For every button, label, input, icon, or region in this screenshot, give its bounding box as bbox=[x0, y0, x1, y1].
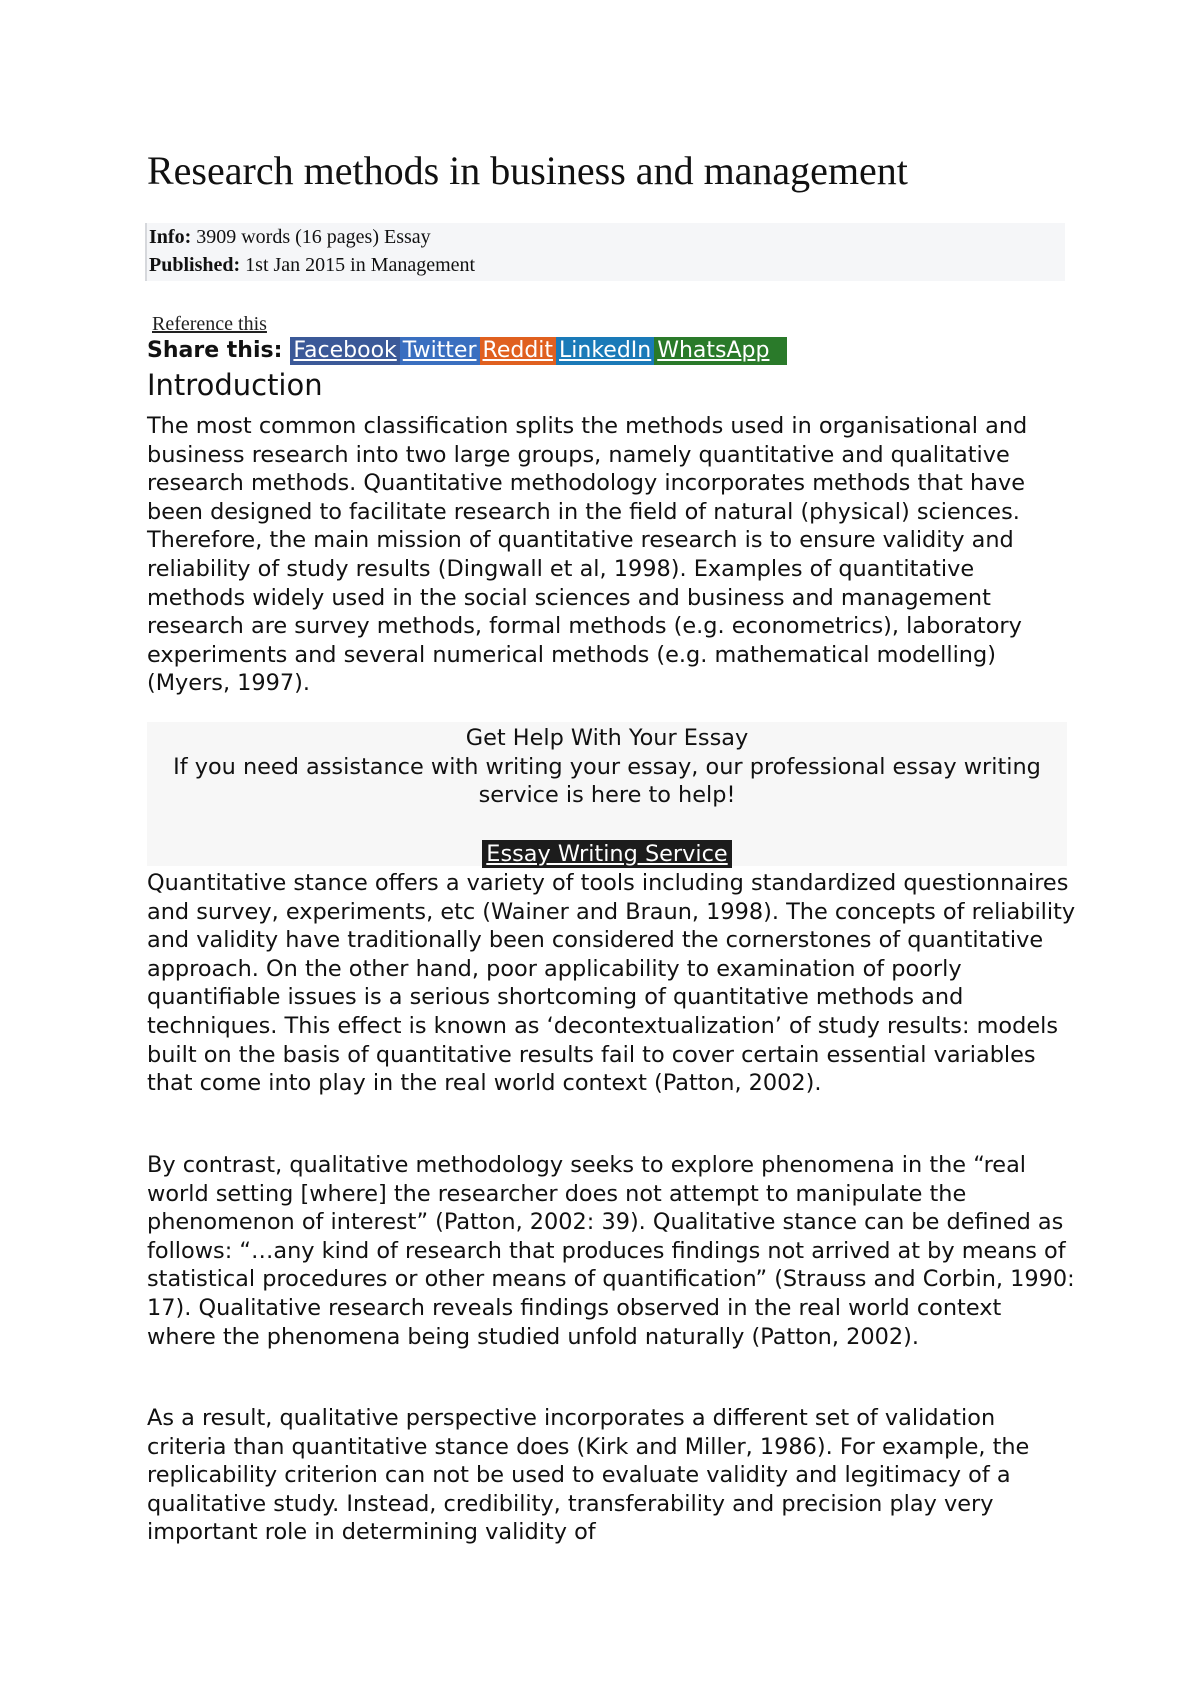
paragraph: Quantitative stance offers a variety of tools including standardized questionnaires and survey, experiments, etc (Wainer and Braun, 1998). The concepts of reliability and validity have traditionally been considered the cornerstones of quantitative approach. On the other hand, poor applicability to examination of poorly quantifiable issues is a serious shortcoming of quantitative methods and techniques. This effect is known as ‘decontextualization’ of study results: models built on the basis of quantitative results fail to cover certain essential variables that come into play in the real world context (Patton, 2002). bbox=[147, 870, 1076, 1097]
published-value: 1st Jan 2015 in Management bbox=[245, 254, 476, 276]
help-box-text: If you need assistance with writing your essay, our professional essay writing service is here to help! bbox=[173, 753, 1041, 809]
share-twitter-button[interactable]: Twitter bbox=[400, 337, 480, 365]
section-heading: Introduction bbox=[147, 368, 323, 402]
share-linkedin-button[interactable]: LinkedIn bbox=[556, 337, 654, 365]
info-value: 3909 words (16 pages) Essay bbox=[196, 226, 431, 248]
published-row bbox=[149, 251, 1065, 279]
published-label: Published: bbox=[149, 254, 241, 276]
share-reddit-button[interactable]: Reddit bbox=[480, 337, 557, 365]
info-box bbox=[145, 223, 1065, 281]
essay-help-box bbox=[147, 722, 1067, 866]
share-whatsapp-button[interactable]: WhatsApp bbox=[654, 337, 787, 365]
info-row bbox=[149, 223, 1065, 251]
info-label: Info: bbox=[149, 226, 192, 248]
paragraph: As a result, qualitative perspective incorporates a different set of validation criteria than quantitative stance does (Kirk and Miller, 1986). For example, the replicability criterion can not be used to evaluate validity and legitimacy of a qualitative study. Instead, credibility, transferability and precision play very important role in determining validity of bbox=[147, 1405, 1030, 1546]
essay-writing-service-button[interactable]: Essay Writing Service bbox=[482, 840, 731, 868]
share-bar bbox=[147, 337, 787, 365]
page-title: Research methods in business and management bbox=[147, 148, 908, 193]
help-box-title: Get Help With Your Essay bbox=[465, 725, 749, 751]
share-facebook-button[interactable]: Facebook bbox=[290, 337, 399, 365]
reference-this-link[interactable]: Reference this bbox=[152, 313, 267, 335]
share-label: Share this: bbox=[147, 338, 283, 363]
paragraph: By contrast, qualitative methodology seeks to explore phenomena in the “real world setting [where] the researcher does not attempt to manipulate the phenomenon of interest” (Patton, 2002: 39). Qualitative stance can be defined as follows: “…any kind of research that produces findings not arrived at by means of statistical procedures or other means of quantification” (Strauss and Corbin, 1990: 17). Qualitative research reveals findings observed in the real world context where the phenomena being studied unfold naturally (Patton, 2002). bbox=[147, 1152, 1075, 1350]
paragraph: The most common classification splits the methods used in organisational and business research into two large groups, namely quantitative and qualitative research methods. Quantitative methodology incorporates methods that have been designed to facilitate research in the field of natural (physical) sciences. Therefore, the main mission of quantitative research is to ensure validity and reliability of study results (Dingwall et al, 1998). Examples of quantitative methods widely used in the social sciences and business and management research are survey methods, formal methods (e.g. econometrics), laboratory experiments and several numerical methods (e.g. mathematical modelling) (Myers, 1997). bbox=[147, 413, 1028, 697]
